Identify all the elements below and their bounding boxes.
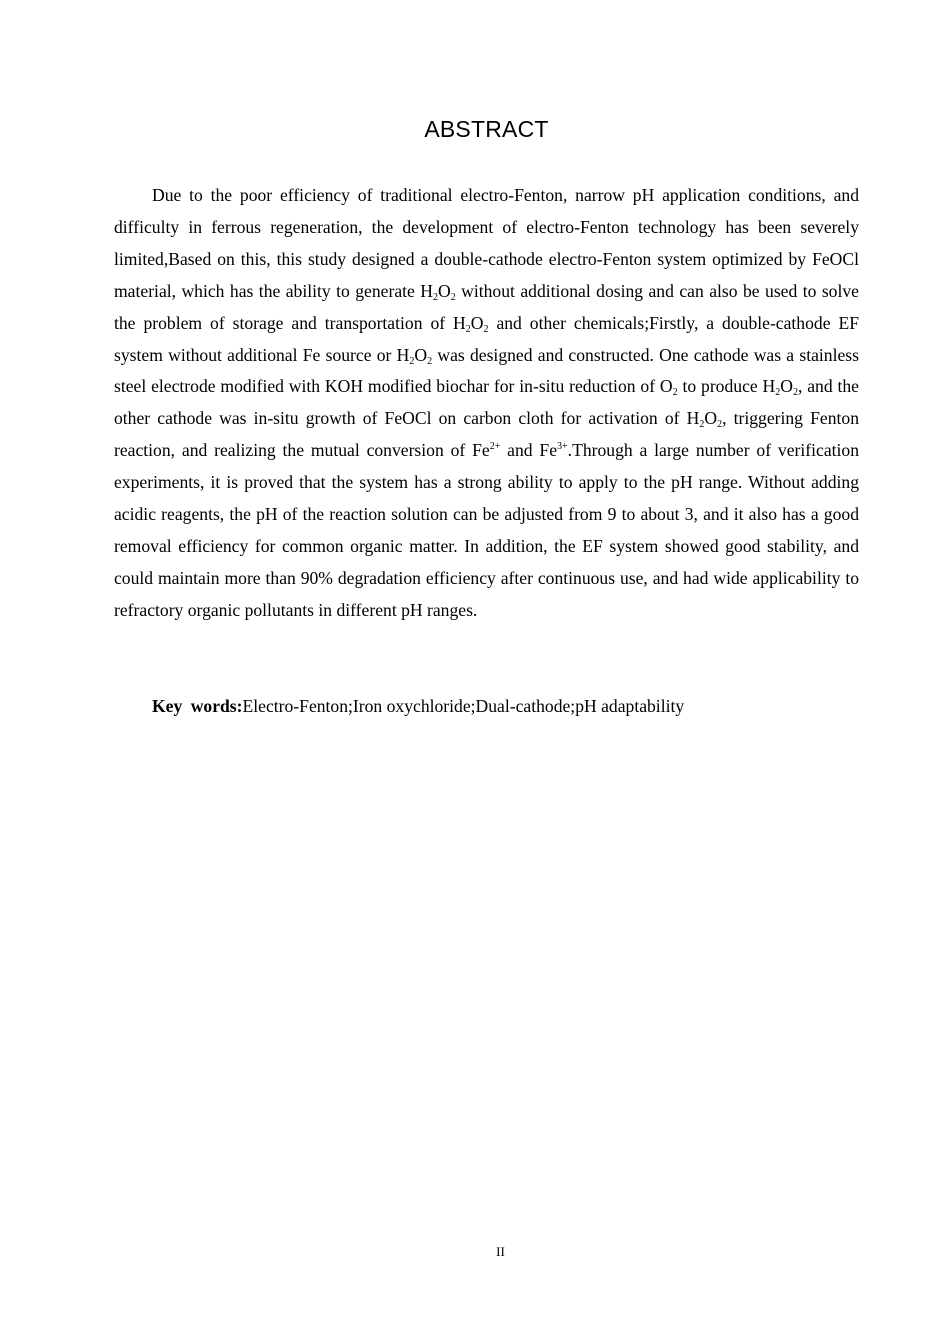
abstract-text: , triggering Fenton reaction, and realizing the mutual conversion of Fe xyxy=(114,408,859,461)
abstract-text: Due to the poor efficiency of traditional electro-Fenton, narrow pH application conditions, and difficulty in ferrous regeneration, the development of electro-Fenton technology has been severely limited,Based on this, this study designed a double-cathode electro-Fenton system optimized by FeOCl material, which has the ability to generate H xyxy=(114,185,859,301)
subscript: 2 xyxy=(717,419,723,431)
subscript: 2 xyxy=(672,387,678,399)
keywords-label: Key words: xyxy=(152,696,243,716)
abstract-text: , and the other cathode was in-situ growth of FeOCl on carbon cloth for activation of H xyxy=(114,376,859,429)
abstract-text: O xyxy=(780,376,793,397)
subscript: 2 xyxy=(792,387,798,399)
abstract-text: O xyxy=(437,280,451,301)
abstract-text: O xyxy=(470,312,484,333)
abstract-text: .Through a large number of verification experiments, it is proved that the system has a strong ability to apply to the pH range. Without adding acidic reagents, the pH of the reaction solution can be adjusted from 9 to about 3, and it also has a good removal efficiency for common organic matter. In addition, the EF system showed good stability, and could maintain more than 90% degradation efficiency after continuous use, and had wide applicability to refractory organic pollutants in different pH ranges. xyxy=(114,440,860,620)
keywords-line xyxy=(152,691,859,723)
abstract-text: to produce H xyxy=(677,376,776,397)
subscript: 2 xyxy=(450,291,456,303)
abstract-text: was designed and constructed. One cathode was a stainless steel electrode modified with KOH modified biochar for in-situ reduction of O xyxy=(114,344,859,397)
subscript: 2 xyxy=(409,355,415,367)
abstract-title: ABSTRACT xyxy=(424,116,549,142)
keywords-text: Electro-Fenton;Iron oxychloride;Dual-cathode;pH adaptability xyxy=(242,696,685,716)
subscript: 2 xyxy=(775,387,781,399)
superscript: 3+ xyxy=(557,441,568,453)
subscript: 2 xyxy=(699,419,705,431)
subscript: 2 xyxy=(483,323,489,335)
subscript: 2 xyxy=(465,323,471,335)
abstract-text: and Fe xyxy=(500,440,558,461)
subscript: 2 xyxy=(427,355,433,367)
abstract-text: O xyxy=(414,344,428,365)
superscript: 2+ xyxy=(489,441,501,453)
abstract-text: and other chemicals;Firstly, a double-cathode EF system without additional Fe source or H xyxy=(114,312,859,365)
abstract-paragraph xyxy=(114,180,859,627)
abstract-text: O xyxy=(704,408,718,429)
page-number: II xyxy=(496,1244,505,1259)
abstract-text: without additional dosing and can also be used to solve the problem of storage and transportation of H xyxy=(114,280,859,333)
subscript: 2 xyxy=(432,291,438,303)
